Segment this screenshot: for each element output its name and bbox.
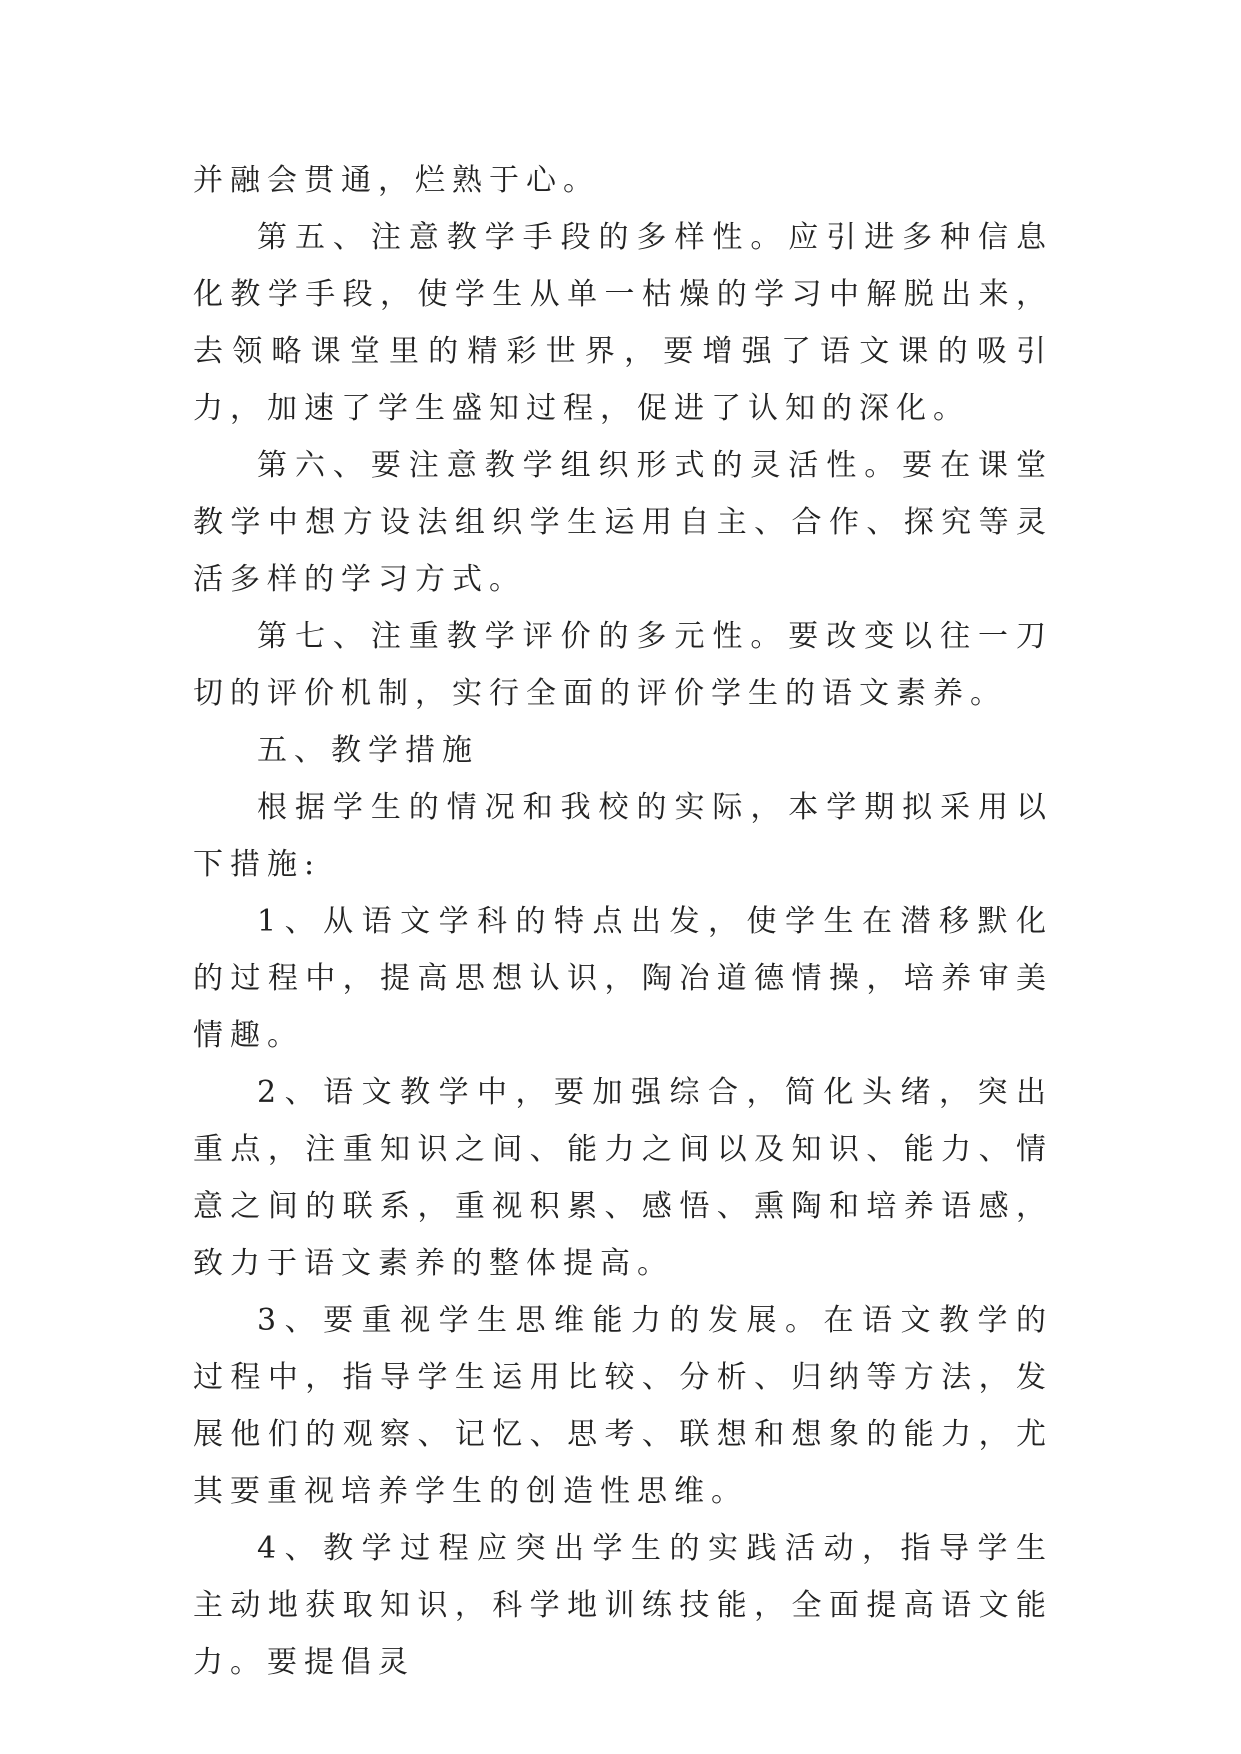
list-item-3: 3、要重视学生思维能力的发展。在语文教学的过程中，指导学生运用比较、分析、归纳等方法，发展他们的观察、记忆、思考、联想和想象的能力，尤其要重视培养学生的创造性思维。 — [193, 1303, 1053, 1509]
section-heading: 五、教学措施 — [257, 733, 479, 768]
paragraph-4: 第七、注重教学评价的多元性。要改变以往一刀切的评价机制，实行全面的评价学生的语文素养。 — [193, 619, 1053, 711]
list-item-1: 1、从语文学科的特点出发，使学生在潜移默化的过程中，提高思想认识，陶冶道德情操，培养审美情趣。 — [193, 904, 1053, 1053]
paragraph-5: 根据学生的情况和我校的实际，本学期拟采用以下措施: — [193, 790, 1053, 882]
paragraph-2: 第五、注意教学手段的多样性。应引进多种信息化教学手段，使学生从单一枯燥的学习中解脱出来，去领略课堂里的精彩世界，要增强了语文课的吸引力，加速了学生盛知过程，促进了认知的深化。 — [193, 220, 1053, 426]
paragraph-1: 并融会贯通，烂熟于心。 — [193, 163, 600, 198]
body-text — [193, 152, 1053, 1691]
list-item-2: 2、语文教学中，要加强综合，简化头绪，突出重点，注重知识之间、能力之间以及知识、能力、情意之间的联系，重视积累、感悟、熏陶和培养语感，致力于语文素养的整体提高。 — [193, 1075, 1053, 1281]
paragraph-3: 第六、要注意教学组织形式的灵活性。要在课堂教学中想方设法组织学生运用自主、合作、探究等灵活多样的学习方式。 — [193, 448, 1053, 597]
list-item-4: 4、教学过程应突出学生的实践活动，指导学生主动地获取知识，科学地训练技能，全面提高语文能力。要提倡灵 — [193, 1531, 1053, 1680]
